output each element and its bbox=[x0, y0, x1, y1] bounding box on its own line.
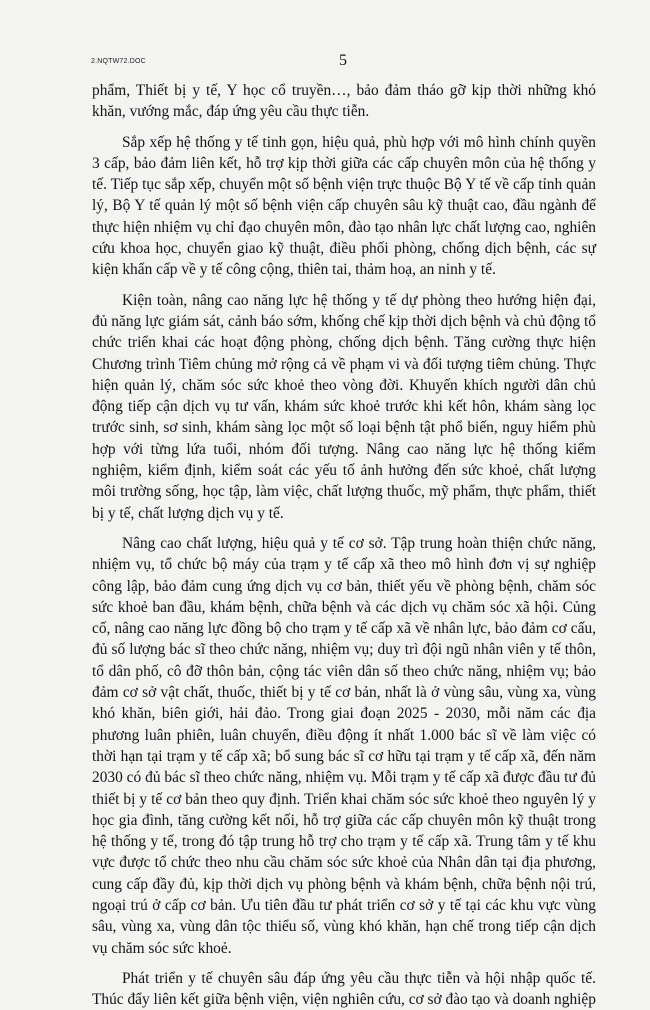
document-code: 2.NQTW72.DOC bbox=[91, 58, 146, 65]
page-number: 5 bbox=[339, 52, 347, 69]
paragraph-preventive-medicine: Kiện toàn, nâng cao năng lực hệ thống y tế dự phòng theo hướng hiện đại, đủ năng lực giám sát, cảnh báo sớm, khống chế kịp thời dịch bệnh và chủ động tổ chức triển khai các hoạt động phòng, chống dịch bệnh. Tăng cường thực hiện Chương trình Tiêm chủng mở rộng cả về phạm vi và đối tượng tiêm chủng. Thực hiện quản lý, chăm sóc sức khoẻ theo vòng đời. Khuyến khích người dân chủ động tiếp cận dịch vụ tư vấn, khám sức khoẻ trước khi kết hôn, khám sàng lọc trước sinh, sơ sinh, khám sàng lọc một số loại bệnh tật phổ biến, nguy hiểm phù hợp với từng lứa tuổi, nhóm đối tượng. Nâng cao năng lực hệ thống kiểm nghiệm, kiểm định, kiểm soát các yếu tố ảnh hưởng đến sức khoẻ, chất lượng môi trường sống, học tập, làm việc, chất lượng thuốc, mỹ phẩm, thực phẩm, thiết bị y tế, chất lượng dịch vụ y tế. bbox=[92, 291, 596, 522]
paragraph-health-system-restructure: Sắp xếp hệ thống y tế tinh gọn, hiệu quả, phù hợp với mô hình chính quyền 3 cấp, bảo đảm liên kết, hỗ trợ kịp thời giữa các cấp chuyên môn của hệ thống y tế. Tiếp tục sắp xếp, chuyển một số bệnh viện trực thuộc Bộ Y tế về cấp tỉnh quản lý, Bộ Y tế quản lý một số bệnh viện cấp chuyên sâu kỹ thuật cao, đầu ngành để thực hiện nhiệm vụ chỉ đạo chuyên môn, đào tạo nhân lực chất lượng cao, nghiên cứu khoa học, chuyển giao kỹ thuật, điều phối phòng, chống dịch bệnh, các sự kiện khẩn cấp về y tế công cộng, thiên tai, thảm hoạ, an ninh y tế. bbox=[92, 133, 596, 279]
paragraph-continued: phẩm, Thiết bị y tế, Y học cổ truyền…, bảo đảm tháo gỡ kịp thời những khó khăn, vướng mắc, đáp ứng yêu cầu thực tiễn. bbox=[92, 82, 596, 121]
paragraph-grassroots-healthcare: Nâng cao chất lượng, hiệu quả y tế cơ sở. Tập trung hoàn thiện chức năng, nhiệm vụ, tổ chức bộ máy của trạm y tế cấp xã theo mô hình đơn vị sự nghiệp công lập, bảo đảm cung ứng dịch vụ cơ bản, thiết yếu về phòng bệnh, chăm sóc sức khoẻ ban đầu, khám bệnh, chữa bệnh và các dịch vụ chăm sóc xã hội. Củng cố, nâng cao năng lực đồng bộ cho trạm y tế cấp xã về nhân lực, bảo đảm cơ cấu, đủ số lượng bác sĩ theo chức năng, nhiệm vụ; duy trì đội ngũ nhân viên y tế thôn, tổ dân phố, cô đỡ thôn bản, cộng tác viên dân số theo chức năng, nhiệm vụ; bảo đảm cơ sở vật chất, thuốc, thiết bị y tế cơ bản, nhất là ở vùng sâu, vùng xa, vùng khó khăn, biên giới, hải đảo. Trong giai đoạn 2025 - 2030, mỗi năm các địa phương luân phiên, luân chuyển, điều động ít nhất 1.000 bác sĩ về làm việc có thời hạn tại trạm y tế cấp xã; bổ sung bác sĩ cơ hữu tại trạm y tế cấp xã, đến năm 2030 có đủ bác sĩ theo chức năng, nhiệm vụ. Mỗi trạm y tế cấp xã được đầu tư đủ thiết bị y tế cơ bản theo quy định. Triển khai chăm sóc sức khoẻ theo nguyên lý y học gia đình, tăng cường kết nối, hỗ trợ giữa các cấp chuyên môn kỹ thuật trong hệ thống y tế, trong đó tập trung hỗ trợ cho trạm y tế cấp xã. Trung tâm y tế khu vực được tổ chức theo nhu cầu chăm sóc sức khoẻ của Nhân dân tại địa phương, cung cấp đầy đủ, kịp thời dịch vụ phòng bệnh và khám bệnh, chữa bệnh nội trú, ngoại trú ở cấp cơ bản. Ưu tiên đầu tư phát triển cơ sở y tế tại các khu vực vùng sâu, vùng xa, vùng dân tộc thiểu số, vùng khó khăn, hạn chế trong tiếp cận dịch vụ chăm sóc sức khoẻ. bbox=[92, 534, 596, 957]
paragraph-specialized-healthcare: Phát triển y tế chuyên sâu đáp ứng yêu cầu thực tiễn và hội nhập quốc tế. Thúc đẩy liên kết giữa bệnh viện, viện nghiên cứu, cơ sở đào tạo và doanh nghiệp bbox=[92, 969, 596, 1009]
document-body bbox=[92, 80, 596, 1010]
